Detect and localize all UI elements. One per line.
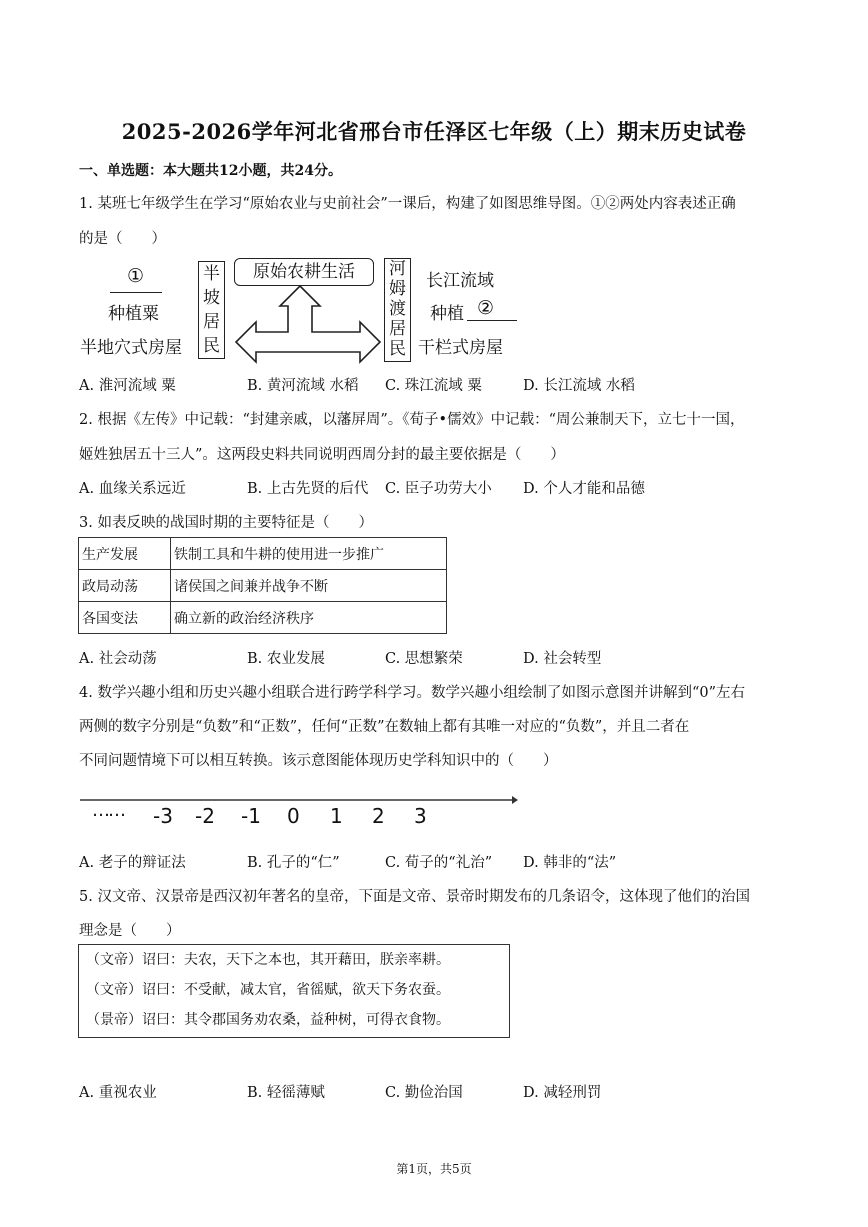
table-cell: 铁制工具和牛耕的使用进一步推广: [171, 538, 447, 570]
table-cell: 确立新的政治经济秩序: [171, 602, 447, 634]
q5-option-c: C. 勤俭治国: [385, 1085, 463, 1101]
q4-option-d: D. 韩非的“法”: [523, 855, 617, 871]
right-crop-prefix: 种植: [430, 304, 464, 324]
hemudu-char: 居: [389, 319, 406, 339]
banpo-char: 民: [203, 336, 220, 356]
page-footer: 第1页，共5页: [396, 1162, 472, 1176]
center-box: 原始农耕生活: [234, 258, 374, 286]
quote-line: （文帝）诏曰：夫农，天下之本也，其开藉田，朕亲率耕。: [86, 952, 450, 968]
table-cell: 各国变法: [79, 602, 171, 634]
q2-option-b: B. 上古先贤的后代: [247, 481, 369, 497]
q2-option-d: D. 个人才能和品德: [523, 481, 645, 497]
ellipsis-dots: ……: [92, 800, 124, 821]
banpo-char: 居: [203, 312, 220, 332]
q5-stem-line2: 理念是（ ）: [79, 923, 181, 939]
table-cell: 诸侯国之间兼并战争不断: [171, 570, 447, 602]
q1-stem-line1: 1. 某班七年级学生在学习“原始农业与史前社会”一课后，构建了如图思维导图。①②两处内容表述正确: [79, 196, 736, 212]
quote-line: （景帝）诏曰：其令郡国务劝农桑，益种树，可得衣食物。: [86, 1012, 450, 1028]
q4-option-b: B. 孔子的“仁”: [247, 855, 340, 871]
q5-option-b: B. 轻徭薄赋: [247, 1085, 325, 1101]
blank-underline-2: [467, 320, 517, 321]
q3-option-a: A. 社会动荡: [79, 651, 157, 667]
table-cell: 政局动荡: [79, 570, 171, 602]
arrow-connector: [228, 284, 388, 364]
q2-stem-line1: 2. 根据《左传》中记载：“封建亲戚，以藩屏周”。《荀子•儒效》中记载：“周公兼制天下，立七十一国，: [79, 412, 745, 428]
tick-label: 2: [372, 804, 385, 828]
q1-option-d: D. 长江流域 水稻: [523, 378, 635, 394]
q3-option-c: C. 思想繁荣: [385, 651, 463, 667]
q5-option-a: A. 重视农业: [79, 1085, 157, 1101]
number-axis: [80, 793, 520, 807]
tick-label: -1: [241, 804, 261, 828]
hemudu-char: 河: [389, 259, 406, 279]
q4-stem-line3: 不同问题情境下可以相互转换。该示意图能体现历史学科知识中的（ ）: [79, 753, 558, 769]
right-house: 干栏式房屋: [418, 338, 503, 358]
left-house: 半地穴式房屋: [80, 338, 182, 358]
tick-label: -2: [195, 804, 215, 828]
q2-option-a: A. 血缘关系远近: [79, 481, 186, 497]
hemudu-char: 渡: [389, 299, 406, 319]
placeholder-2: ②: [477, 297, 495, 319]
q1-option-a: A. 淮河流域 粟: [79, 378, 176, 394]
q1-stem-line2: 的是（ ）: [79, 231, 166, 247]
q3-table: [78, 537, 447, 634]
q3-stem: 3. 如表反映的战国时期的主要特征是（ ）: [79, 515, 373, 531]
page-title: 2025-2026学年河北省邢台市任泽区七年级（上）期末历史试卷: [121, 119, 747, 144]
section-heading: 一、单选题：本大题共12小题，共24分。: [79, 163, 342, 179]
tick-label: -3: [153, 804, 173, 828]
tick-label: 3: [414, 804, 427, 828]
q3-option-d: D. 社会转型: [523, 651, 602, 667]
q2-stem-line2: 姬姓独居五十三人”。这两段史料共同说明西周分封的最主要依据是（ ）: [79, 447, 565, 463]
table-row: [79, 570, 447, 602]
banpo-box: [198, 261, 225, 359]
right-region: 长江流域: [426, 271, 494, 291]
q5-stem-line1: 5. 汉文帝、汉景帝是西汉初年著名的皇帝，下面是文帝、景帝时期发布的几条诏令，这体现了他们的治国: [79, 889, 750, 905]
q3-option-b: B. 农业发展: [247, 651, 325, 667]
hemudu-char: 姆: [389, 279, 406, 299]
tick-label: 1: [330, 804, 343, 828]
q4-option-c: C. 荀子的“礼治”: [385, 855, 493, 871]
table-cell: 生产发展: [79, 538, 171, 570]
quote-line: （文帝）诏曰：不受献，减太官，省徭赋，欲天下务农蚕。: [86, 982, 450, 998]
q4-stem-line1: 4. 数学兴趣小组和历史兴趣小组联合进行跨学科学习。数学兴趣小组绘制了如图示意图并讲解到“0”左右: [79, 685, 745, 701]
banpo-char: 半: [203, 264, 220, 284]
tick-label: 0: [287, 804, 300, 828]
q2-option-c: C. 臣子功劳大小: [385, 481, 492, 497]
q4-option-a: A. 老子的辩证法: [79, 855, 186, 871]
left-crop: 种植粟: [108, 304, 159, 324]
q5-option-d: D. 减轻刑罚: [523, 1085, 602, 1101]
q4-stem-line2: 两侧的数字分别是“负数”和“正数”，任何“正数”在数轴上都有其唯一对应的“负数”，并且二者在: [79, 719, 690, 735]
table-row: [79, 538, 447, 570]
q1-option-b: B. 黄河流域 水稻: [247, 378, 359, 394]
hemudu-box: [384, 258, 411, 362]
hemudu-char: 民: [389, 339, 406, 359]
q5-quote-box: [78, 944, 510, 1038]
table-row: [79, 602, 447, 634]
banpo-char: 坡: [203, 288, 220, 308]
blank-underline-1: [110, 292, 162, 293]
q1-option-c: C. 珠江流域 粟: [385, 378, 482, 394]
placeholder-1: ①: [127, 265, 145, 287]
